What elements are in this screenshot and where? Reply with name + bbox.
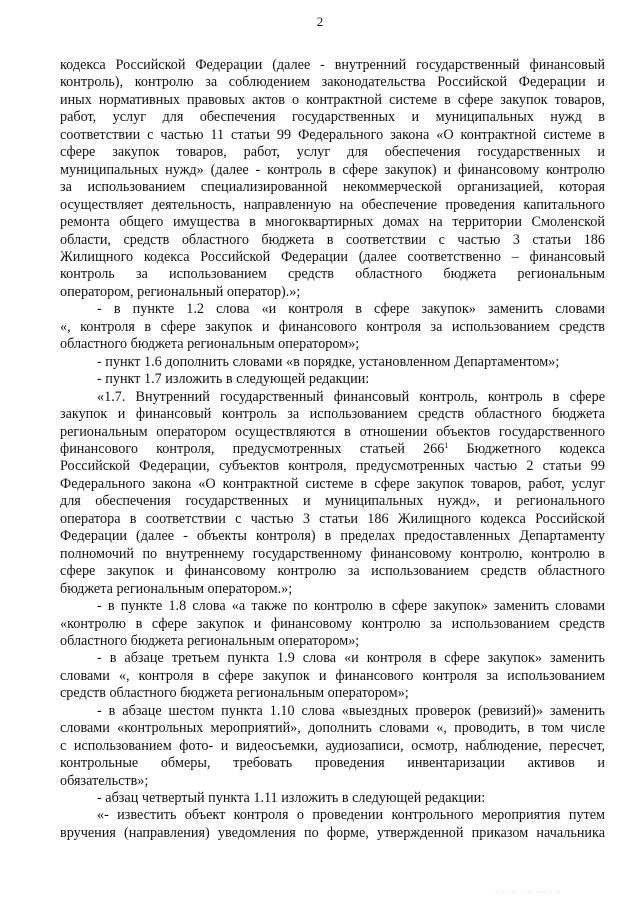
text-line: работ, услуг для обеспечения государственных и муниципальных нужд в xyxy=(60,109,605,126)
text-line: - в абзаце шестом пункта 1.10 слова «выездных проверок (ревизий)» заменить xyxy=(97,702,605,719)
text-line: средств областного бюджета региональным оператором»; xyxy=(60,685,409,702)
text-line: ремонта общего имущества в многоквартирных домах на территории Смоленской xyxy=(60,214,605,231)
text-line: за использованием специализированной некоммерческой организацией, которая xyxy=(60,179,605,196)
text-line: - пункт 1.7 изложить в следующей редакции: xyxy=(97,371,370,388)
text-line: словами «, контроля в сфере закупок и финансового контроля за использованием xyxy=(60,667,605,684)
text-line: вручения (направления) уведомления по форме, утвержденной приказом начальника xyxy=(60,824,605,841)
text-line: осуществляет деятельность, направленную на обеспечение проведения капитального xyxy=(60,196,605,213)
text-line: Федерального закона «О контрактной системе в сфере закупок товаров, работ, услуг xyxy=(60,475,605,492)
text-line: закупок и финансовый контроль за использованием средств областного бюджета xyxy=(60,406,605,423)
text-line: областного бюджета региональным оператором»; xyxy=(60,336,360,353)
text-line: сфере закупок товаров, работ, услуг для обеспечения государственных и xyxy=(60,144,605,161)
text-line: «- известить объект контроля о проведении контрольного мероприятия путем xyxy=(97,807,605,824)
text-line: с использованием фото- и видеосъемки, аудиозаписи, осмотр, наблюдение, пересчет, xyxy=(60,737,605,754)
text-line: иных нормативных правовых актов о контрактной системе в сфере закупок товаров, xyxy=(60,91,605,108)
text-line: «, контроля в сфере закупок и финансового контроля за использованием средств xyxy=(60,318,605,335)
text-line: «1.7. Внутренний государственный финансовый контроль, контроль в сфере xyxy=(97,388,605,405)
text-line: региональным оператором осуществляются в отношении объектов государственного xyxy=(60,423,605,440)
text-line: «контролю в сфере закупок и финансовому контролю за использованием средств xyxy=(60,615,605,632)
text-line: Федерации (далее - объекты контроля) в пределах предоставленных Департаменту xyxy=(60,528,605,545)
text-line: контроль за использованием средств областного бюджета региональным xyxy=(60,266,605,283)
text-line: словами «контрольных мероприятий», дополнить словами «, проводить, в том числе xyxy=(60,720,605,737)
text-line: оператором, региональный оператор).»; xyxy=(60,283,301,300)
text-line: - в пункте 1.2 слова «и контроля в сфере закупок» заменить словами xyxy=(97,301,605,318)
document-body xyxy=(60,57,605,842)
text-line: сфере закупок и финансовому контролю за использованием средств областного xyxy=(60,563,605,580)
text-line: областного бюджета региональным оператором»; xyxy=(60,632,360,649)
page-number: 2 xyxy=(316,14,324,29)
text-line: области, средств областного бюджета в соответствии с частью 3 статьи 186 xyxy=(60,231,605,248)
text-line: Жилищного кодекса Российской Федерации (далее соответственно – финансовый xyxy=(60,248,605,265)
text-line: - в пункте 1.8 слова «а также по контролю в сфере закупок» заменить словами xyxy=(97,598,605,615)
text-line: полномочий по внутреннему государственному финансовому контролю, контролю в xyxy=(60,545,605,562)
text-line: Российской Федерации, субъектов контроля, предусмотренных частью 2 статьи 99 xyxy=(60,458,605,475)
scan-footer-mark: · · · ··· · ·· ··· · ·· xyxy=(490,889,562,897)
superscript: 1 xyxy=(444,440,449,450)
text-line: - абзац четвертый пункта 1.11 изложить в следующей редакции: xyxy=(97,790,486,807)
text-line: - пункт 1.6 дополнить словами «в порядке, установленном Департаментом»; xyxy=(97,353,560,370)
text-line: бюджета региональным оператором.»; xyxy=(60,580,293,597)
text-line: финансового контроля, предусмотренных статьей $266^1$ Бюджетного кодекса xyxy=(60,440,605,457)
text-line: контрольные обмеры, требовать проведения инвентаризации активов и xyxy=(60,755,605,772)
text-line: муниципальных нужд» (далее - контроль в сфере закупок) и финансовому контролю xyxy=(60,161,605,178)
text-line: контроль), контролю за соблюдением законодательства Российской Федерации и xyxy=(60,74,605,91)
text-line: оператора в соответствии с частью 3 статьи 186 Жилищного кодекса Российской xyxy=(60,510,605,527)
text-line: кодекса Российской Федерации (далее - внутренний государственный финансовый xyxy=(60,57,605,73)
text-line: - в абзаце третьем пункта 1.9 слова «и контроля в сфере закупок» заменить xyxy=(97,650,605,667)
text-line: для обеспечения государственных и муниципальных нужд», и регионального xyxy=(60,493,605,510)
text-line: обязательств»; xyxy=(60,772,149,789)
text-line: соответствии с частью 11 статьи 99 Федерального закона «О контрактной системе в xyxy=(60,126,605,143)
